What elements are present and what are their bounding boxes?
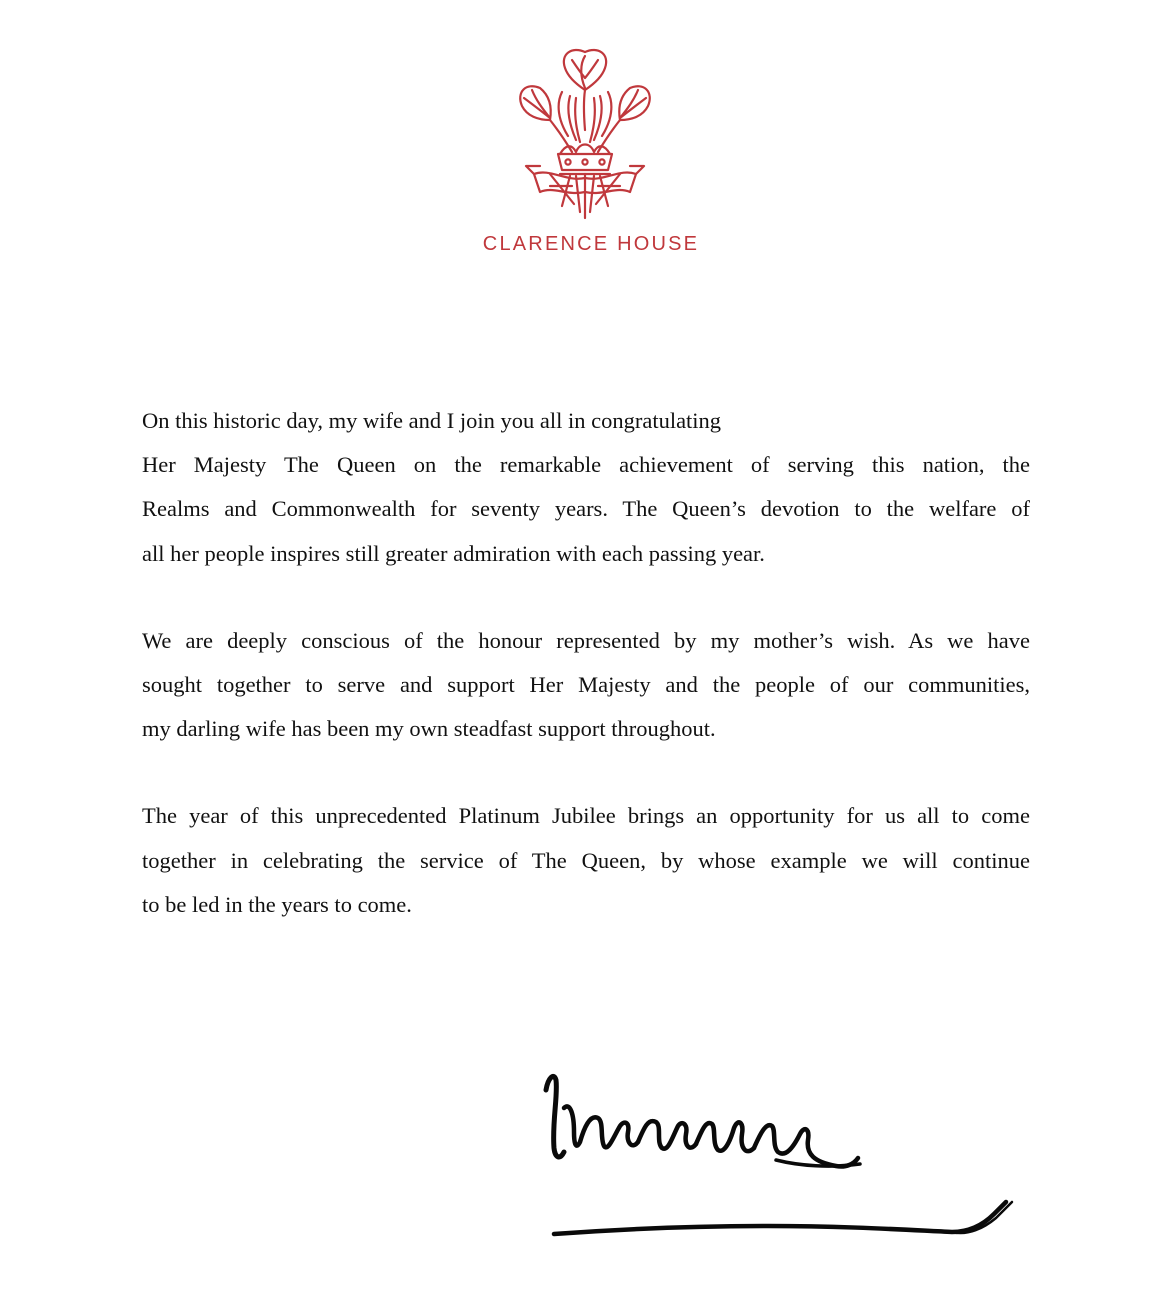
text-line: to be led in the years to come.: [142, 891, 412, 917]
paragraph-2: [142, 619, 1030, 752]
signature: [540, 1062, 870, 1182]
text-line: my darling wife has been my own steadfast support throughout.: [142, 716, 716, 742]
feathers-crest-icon: [510, 46, 660, 221]
text-line: together in celebrating the service of The Queen, by whose example we will continue: [142, 847, 1030, 873]
text-line: We are deeply conscious of the honour represented by my mother’s wish. As we have: [142, 627, 1030, 653]
text-line: all her people inspires still greater admiration with each passing year.: [142, 540, 765, 566]
text-line: On this historic day, my wife and I join you all in congratulating: [142, 408, 722, 433]
text-line: Realms and Commonwealth for seventy years. The Queen’s devotion to the welfare of: [142, 496, 1030, 522]
paragraph-3: [142, 794, 1030, 927]
text-line: The year of this unprecedented Platinum Jubilee brings an opportunity for us all to come: [142, 803, 1030, 829]
text-line: sought together to serve and support Her Majesty and the people of our communities,: [142, 672, 1030, 698]
text-line: Her Majesty The Queen on the remarkable achievement of serving this nation, the: [142, 452, 1030, 478]
signature-underline: [548, 1190, 1018, 1250]
letterhead-title: CLARENCE HOUSE: [482, 233, 700, 255]
letter-body: [142, 399, 1030, 970]
paragraph-1: [142, 399, 1030, 576]
